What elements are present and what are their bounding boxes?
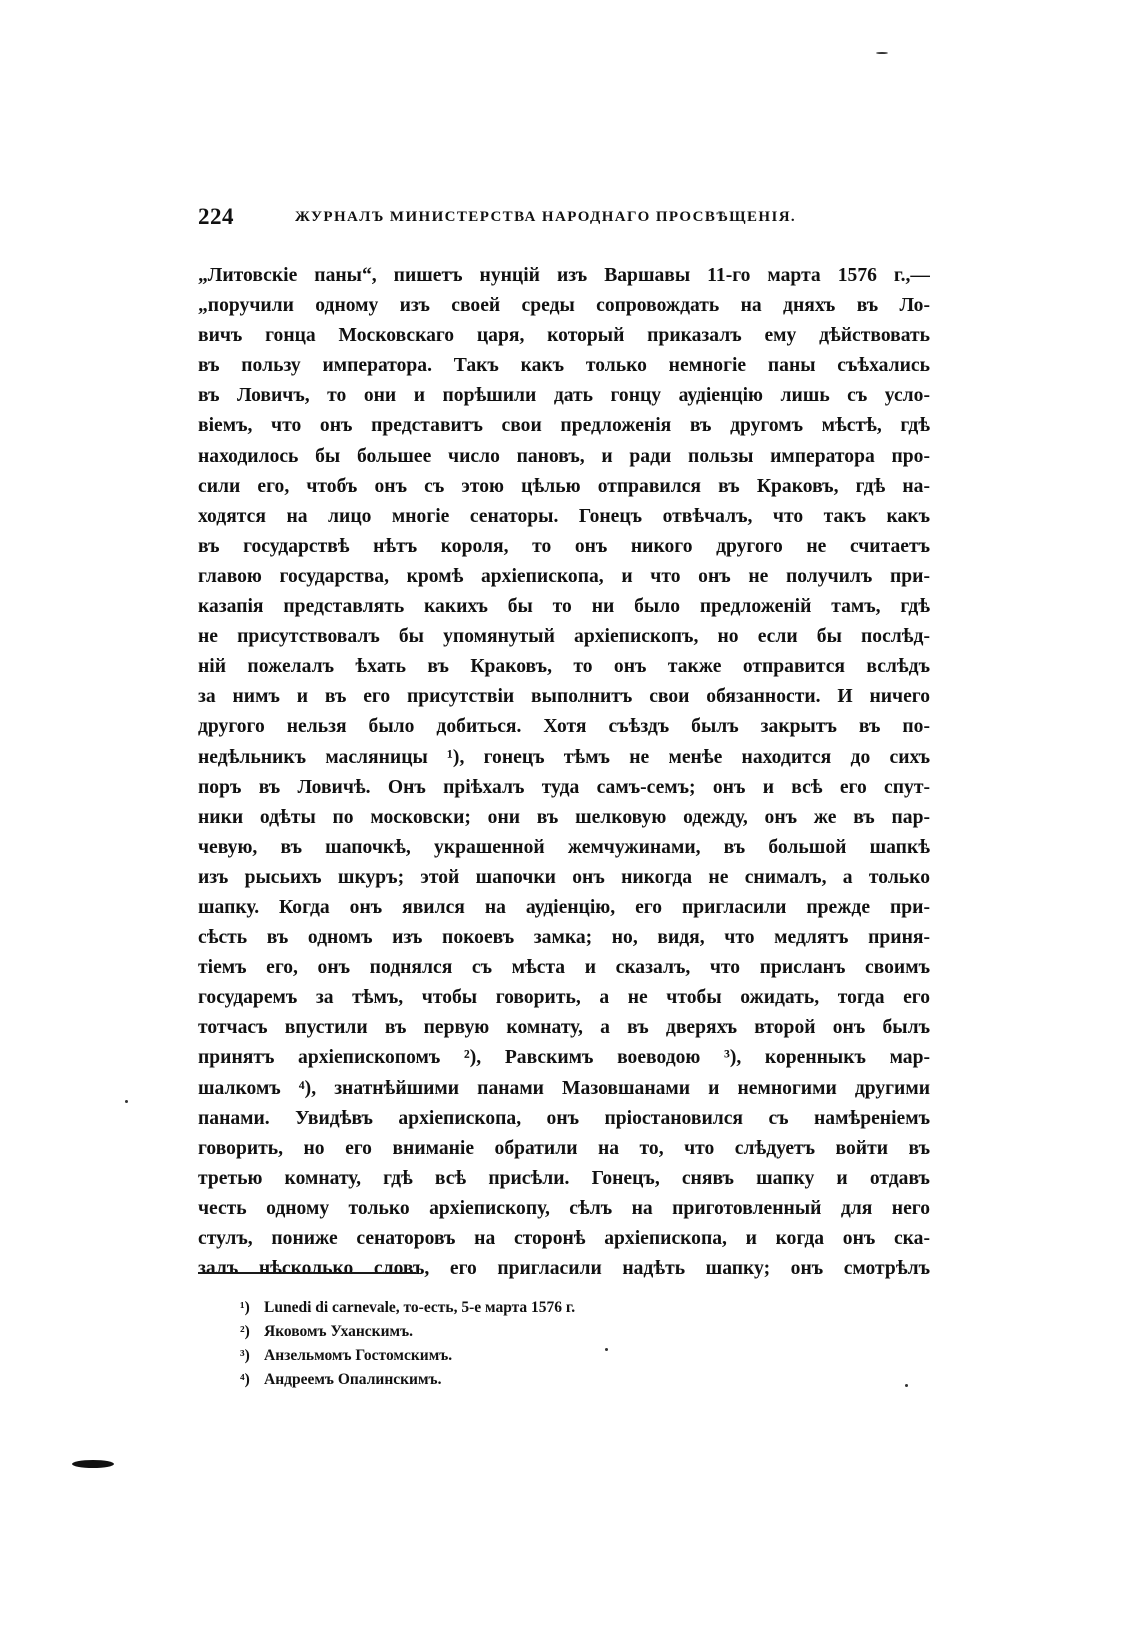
body-line: тотчасъ впустили въ первую комнату, а въ дверяхъ второй онъ былъ <box>198 1017 930 1039</box>
body-line: поръ въ Ловичѣ. Онъ пріѣхалъ туда самъ-семъ; онъ и всѣ его спут- <box>198 776 930 798</box>
body-line: говорить, но его вниманіе обратили на то, что слѣдуетъ войти въ <box>198 1137 930 1159</box>
body-line: вичъ гонца Московскаго царя, который приказалъ ему дѣйствовать <box>198 325 930 347</box>
footnote-mark: ²) <box>240 1323 250 1340</box>
body-line: казапія представлять какихъ бы то ни было предложеній тамъ, гдѣ <box>198 596 930 618</box>
body-line: шапку. Когда онъ явился на аудіенцію, его пригласили прежде при- <box>198 896 930 918</box>
page-header <box>198 204 938 236</box>
body-line: чевую, въ шапочкѣ, украшенной жемчужинами, въ большой шапкѣ <box>198 836 930 858</box>
body-line: шалкомъ ⁴), знатнѣйшими панами Мазовшанами и немногими другими <box>198 1077 930 1099</box>
footnote <box>240 1368 575 1392</box>
body-line: „Литовскіе паны“, пишетъ нунцій изъ Варшавы 11-го марта 1576 г.,— <box>198 265 930 286</box>
body-line: сѣсть въ одномъ изъ покоевъ замка; но, видя, что медлятъ приня- <box>198 927 930 949</box>
body-line: тіемъ его, онъ поднялся съ мѣста и сказалъ, что присланъ своимъ <box>198 957 930 979</box>
running-title: ЖУРНАЛЪ МИНИСТЕРСТВА НАРОДНАГО ПРОСВѢЩЕНІЯ. <box>295 209 797 225</box>
footnote-text: Lunedi di carnevale, то-есть, 5-е марта 1576 г. <box>264 1299 576 1316</box>
body-line: въ государствѣ нѣтъ короля, то онъ никого другого не считаетъ <box>198 535 930 557</box>
body-line: третью комнату, гдѣ всѣ присѣли. Гонецъ, снявъ шапку и отдавъ <box>198 1167 930 1189</box>
footnote-separator <box>198 1272 416 1274</box>
body-line: ній пожелалъ ѣхать въ Краковъ, то онъ также отправится вслѣдъ <box>198 656 930 678</box>
body-line: стулъ, пониже сенаторовъ на сторонѣ архіепископа, и когда онъ ска- <box>198 1228 930 1249</box>
page-number: 224 <box>198 204 234 229</box>
body-line: залъ нѣсколько словъ, его пригласили надѣть шапку; онъ смотрѣлъ <box>198 1258 930 1280</box>
body-line: „поручили одному изъ своей среды сопровождать на дняхъ въ Ло- <box>198 295 930 317</box>
footnote-text: Яковомъ Уханскимъ. <box>264 1323 414 1340</box>
body-line: ники одѣты по московски; они въ шелковую одежду, онъ же въ пар- <box>198 806 930 828</box>
footnote <box>240 1296 575 1320</box>
footnote-mark: ⁴) <box>240 1371 250 1388</box>
body-line: находилось бы большее число пановъ, и ради пользы императора про- <box>198 445 930 467</box>
scan-speck <box>125 1100 128 1103</box>
footnotes <box>240 1296 575 1392</box>
body-line: главою государства, кромѣ архіепископа, и что онъ не получилъ при- <box>198 565 930 587</box>
scan-speck <box>876 52 888 54</box>
body-line: въ пользу императора. Такъ какъ только немногіе паны съѣхались <box>198 355 930 377</box>
body-line: въ Ловичъ, то они и порѣшили дать гонцу аудіенцію лишь съ усло- <box>198 385 930 407</box>
body-line: принятъ архіепископомъ ²), Равскимъ воеводою ³), коренныкъ мар- <box>198 1047 930 1069</box>
footnote <box>240 1320 575 1344</box>
body-line: віемъ, что онъ представитъ свои предложенія въ другомъ мѣстѣ, гдѣ <box>198 415 930 437</box>
body-line: недѣльникъ масляницы ¹), гонецъ тѣмъ не менѣе находится до сихъ <box>198 746 930 768</box>
body-line: за нимъ и въ его присутствіи выполнитъ свои обязанности. И ничего <box>198 686 930 708</box>
footnote-mark: ¹) <box>240 1299 250 1316</box>
body-line: изъ рысьихъ шкуръ; этой шапочки онъ никогда не снималъ, а только <box>198 866 930 888</box>
body-line: сили его, чтобъ онъ съ этою цѣлью отправился въ Краковъ, гдѣ на- <box>198 475 930 497</box>
body-line: панами. Увидѣвъ архіепископа, онъ пріостановился съ намѣреніемъ <box>198 1107 930 1129</box>
scan-edge-mark <box>72 1460 114 1468</box>
body-line: не присутствовалъ бы упомянутый архіепископъ, но если бы послѣд- <box>198 626 930 648</box>
footnote <box>240 1344 575 1368</box>
body-line: честь одному только архіепископу, сѣлъ на приготовленный для него <box>198 1197 930 1219</box>
footnote-text: Андреемъ Опалинскимъ. <box>264 1371 442 1388</box>
footnote-text: Анзельмомъ Гостомскимъ. <box>264 1347 453 1364</box>
scan-speck <box>905 1384 908 1387</box>
footnote-mark: ³) <box>240 1347 250 1364</box>
body-line: ходятся на лицо многіе сенаторы. Гонецъ отвѣчалъ, что такъ какъ <box>198 505 930 527</box>
body-line: другого нельзя было добиться. Хотя съѣздъ былъ закрытъ въ по- <box>198 716 930 738</box>
scan-speck <box>605 1348 608 1351</box>
body-text <box>198 261 930 1284</box>
body-line: государемъ за тѣмъ, чтобы говорить, а не чтобы ожидать, тогда его <box>198 987 930 1009</box>
